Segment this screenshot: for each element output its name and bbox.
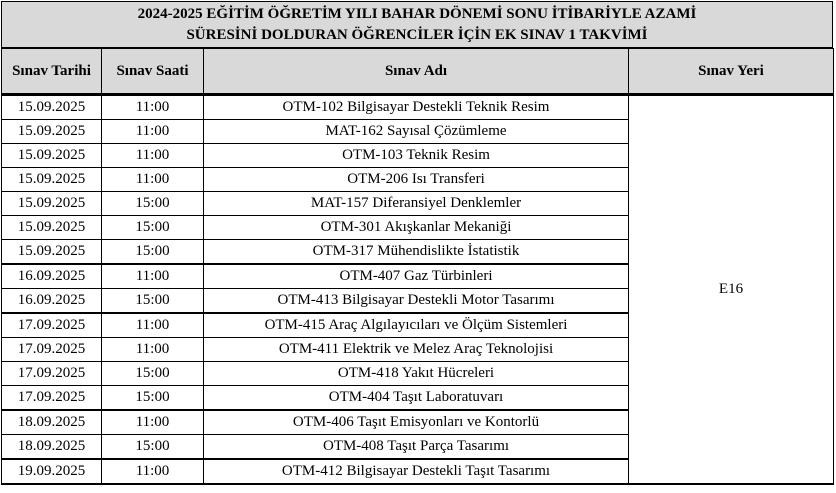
header-name: Sınav Adı xyxy=(204,49,629,95)
exam-time-cell: 11:00 xyxy=(102,338,204,362)
exam-time-cell: 11:00 xyxy=(102,120,204,144)
exam-time-cell: 15:00 xyxy=(102,216,204,240)
header-time: Sınav Saati xyxy=(102,49,204,95)
exam-date-cell: 19.09.2025 xyxy=(2,459,102,484)
exam-name-cell: OTM-206 Isı Transferi xyxy=(204,168,629,192)
exam-name-cell: OTM-103 Teknik Resim xyxy=(204,144,629,168)
exam-name-cell: OTM-411 Elektrik ve Melez Araç Teknolojisi xyxy=(204,338,629,362)
exam-time-cell: 11:00 xyxy=(102,410,204,435)
exam-date-cell: 15.09.2025 xyxy=(2,95,102,120)
exam-date-cell: 15.09.2025 xyxy=(2,192,102,216)
title-line-1: 2024-2025 EĞİTİM ÖĞRETİM YILI BAHAR DÖNEMİ SONU İTİBARİYLE AZAMİ xyxy=(137,5,697,22)
exam-name-cell: OTM-406 Taşıt Emisyonları ve Kontorlü xyxy=(204,410,629,435)
exam-name-cell: MAT-162 Sayısal Çözümleme xyxy=(204,120,629,144)
exam-place-cell: E16 xyxy=(629,95,834,485)
exam-date-cell: 17.09.2025 xyxy=(2,313,102,338)
exam-time-cell: 15:00 xyxy=(102,289,204,314)
exam-date-cell: 17.09.2025 xyxy=(2,386,102,411)
title-line-2: SÜRESİNİ DOLDURAN ÖĞRENCİLER İÇİN EK SINAV 1 TAKVİMİ xyxy=(186,26,648,43)
exam-date-cell: 15.09.2025 xyxy=(2,240,102,265)
exam-name-cell: OTM-415 Araç Algılayıcıları ve Ölçüm Sistemleri xyxy=(204,313,629,338)
schedule-title xyxy=(1,1,833,48)
exam-time-cell: 15:00 xyxy=(102,192,204,216)
exam-time-cell: 11:00 xyxy=(102,95,204,120)
exam-date-cell: 15.09.2025 xyxy=(2,168,102,192)
exam-date-cell: 15.09.2025 xyxy=(2,144,102,168)
header-date: Sınav Tarihi xyxy=(2,49,102,95)
exam-name-cell: OTM-102 Bilgisayar Destekli Teknik Resim xyxy=(204,95,629,120)
exam-name-cell: OTM-408 Taşıt Parça Tasarımı xyxy=(204,435,629,460)
exam-name-cell: OTM-413 Bilgisayar Destekli Motor Tasarımı xyxy=(204,289,629,314)
header-row xyxy=(2,49,834,95)
exam-name-cell: OTM-412 Bilgisayar Destekli Taşıt Tasarımı xyxy=(204,459,629,484)
exam-time-cell: 11:00 xyxy=(102,144,204,168)
exam-name-cell: OTM-404 Taşıt Laboratuvarı xyxy=(204,386,629,411)
exam-time-cell: 11:00 xyxy=(102,264,204,289)
exam-date-cell: 17.09.2025 xyxy=(2,338,102,362)
exam-time-cell: 11:00 xyxy=(102,313,204,338)
exam-name-cell: OTM-407 Gaz Türbinleri xyxy=(204,264,629,289)
exam-table xyxy=(1,48,834,485)
exam-name-cell: OTM-418 Yakıt Hücreleri xyxy=(204,362,629,386)
exam-date-cell: 18.09.2025 xyxy=(2,435,102,460)
exam-date-cell: 18.09.2025 xyxy=(2,410,102,435)
table-row xyxy=(2,95,834,120)
exam-date-cell: 15.09.2025 xyxy=(2,216,102,240)
exam-time-cell: 15:00 xyxy=(102,435,204,460)
exam-date-cell: 16.09.2025 xyxy=(2,264,102,289)
exam-schedule-sheet xyxy=(1,1,833,485)
exam-table-body xyxy=(2,95,834,485)
exam-name-cell: OTM-301 Akışkanlar Mekaniği xyxy=(204,216,629,240)
exam-time-cell: 15:00 xyxy=(102,240,204,265)
exam-date-cell: 16.09.2025 xyxy=(2,289,102,314)
header-place: Sınav Yeri xyxy=(629,49,834,95)
exam-name-cell: OTM-317 Mühendislikte İstatistik xyxy=(204,240,629,265)
exam-name-cell: MAT-157 Diferansiyel Denklemler xyxy=(204,192,629,216)
exam-date-cell: 17.09.2025 xyxy=(2,362,102,386)
exam-time-cell: 11:00 xyxy=(102,168,204,192)
exam-time-cell: 15:00 xyxy=(102,386,204,411)
exam-time-cell: 15:00 xyxy=(102,362,204,386)
exam-date-cell: 15.09.2025 xyxy=(2,120,102,144)
exam-time-cell: 11:00 xyxy=(102,459,204,484)
